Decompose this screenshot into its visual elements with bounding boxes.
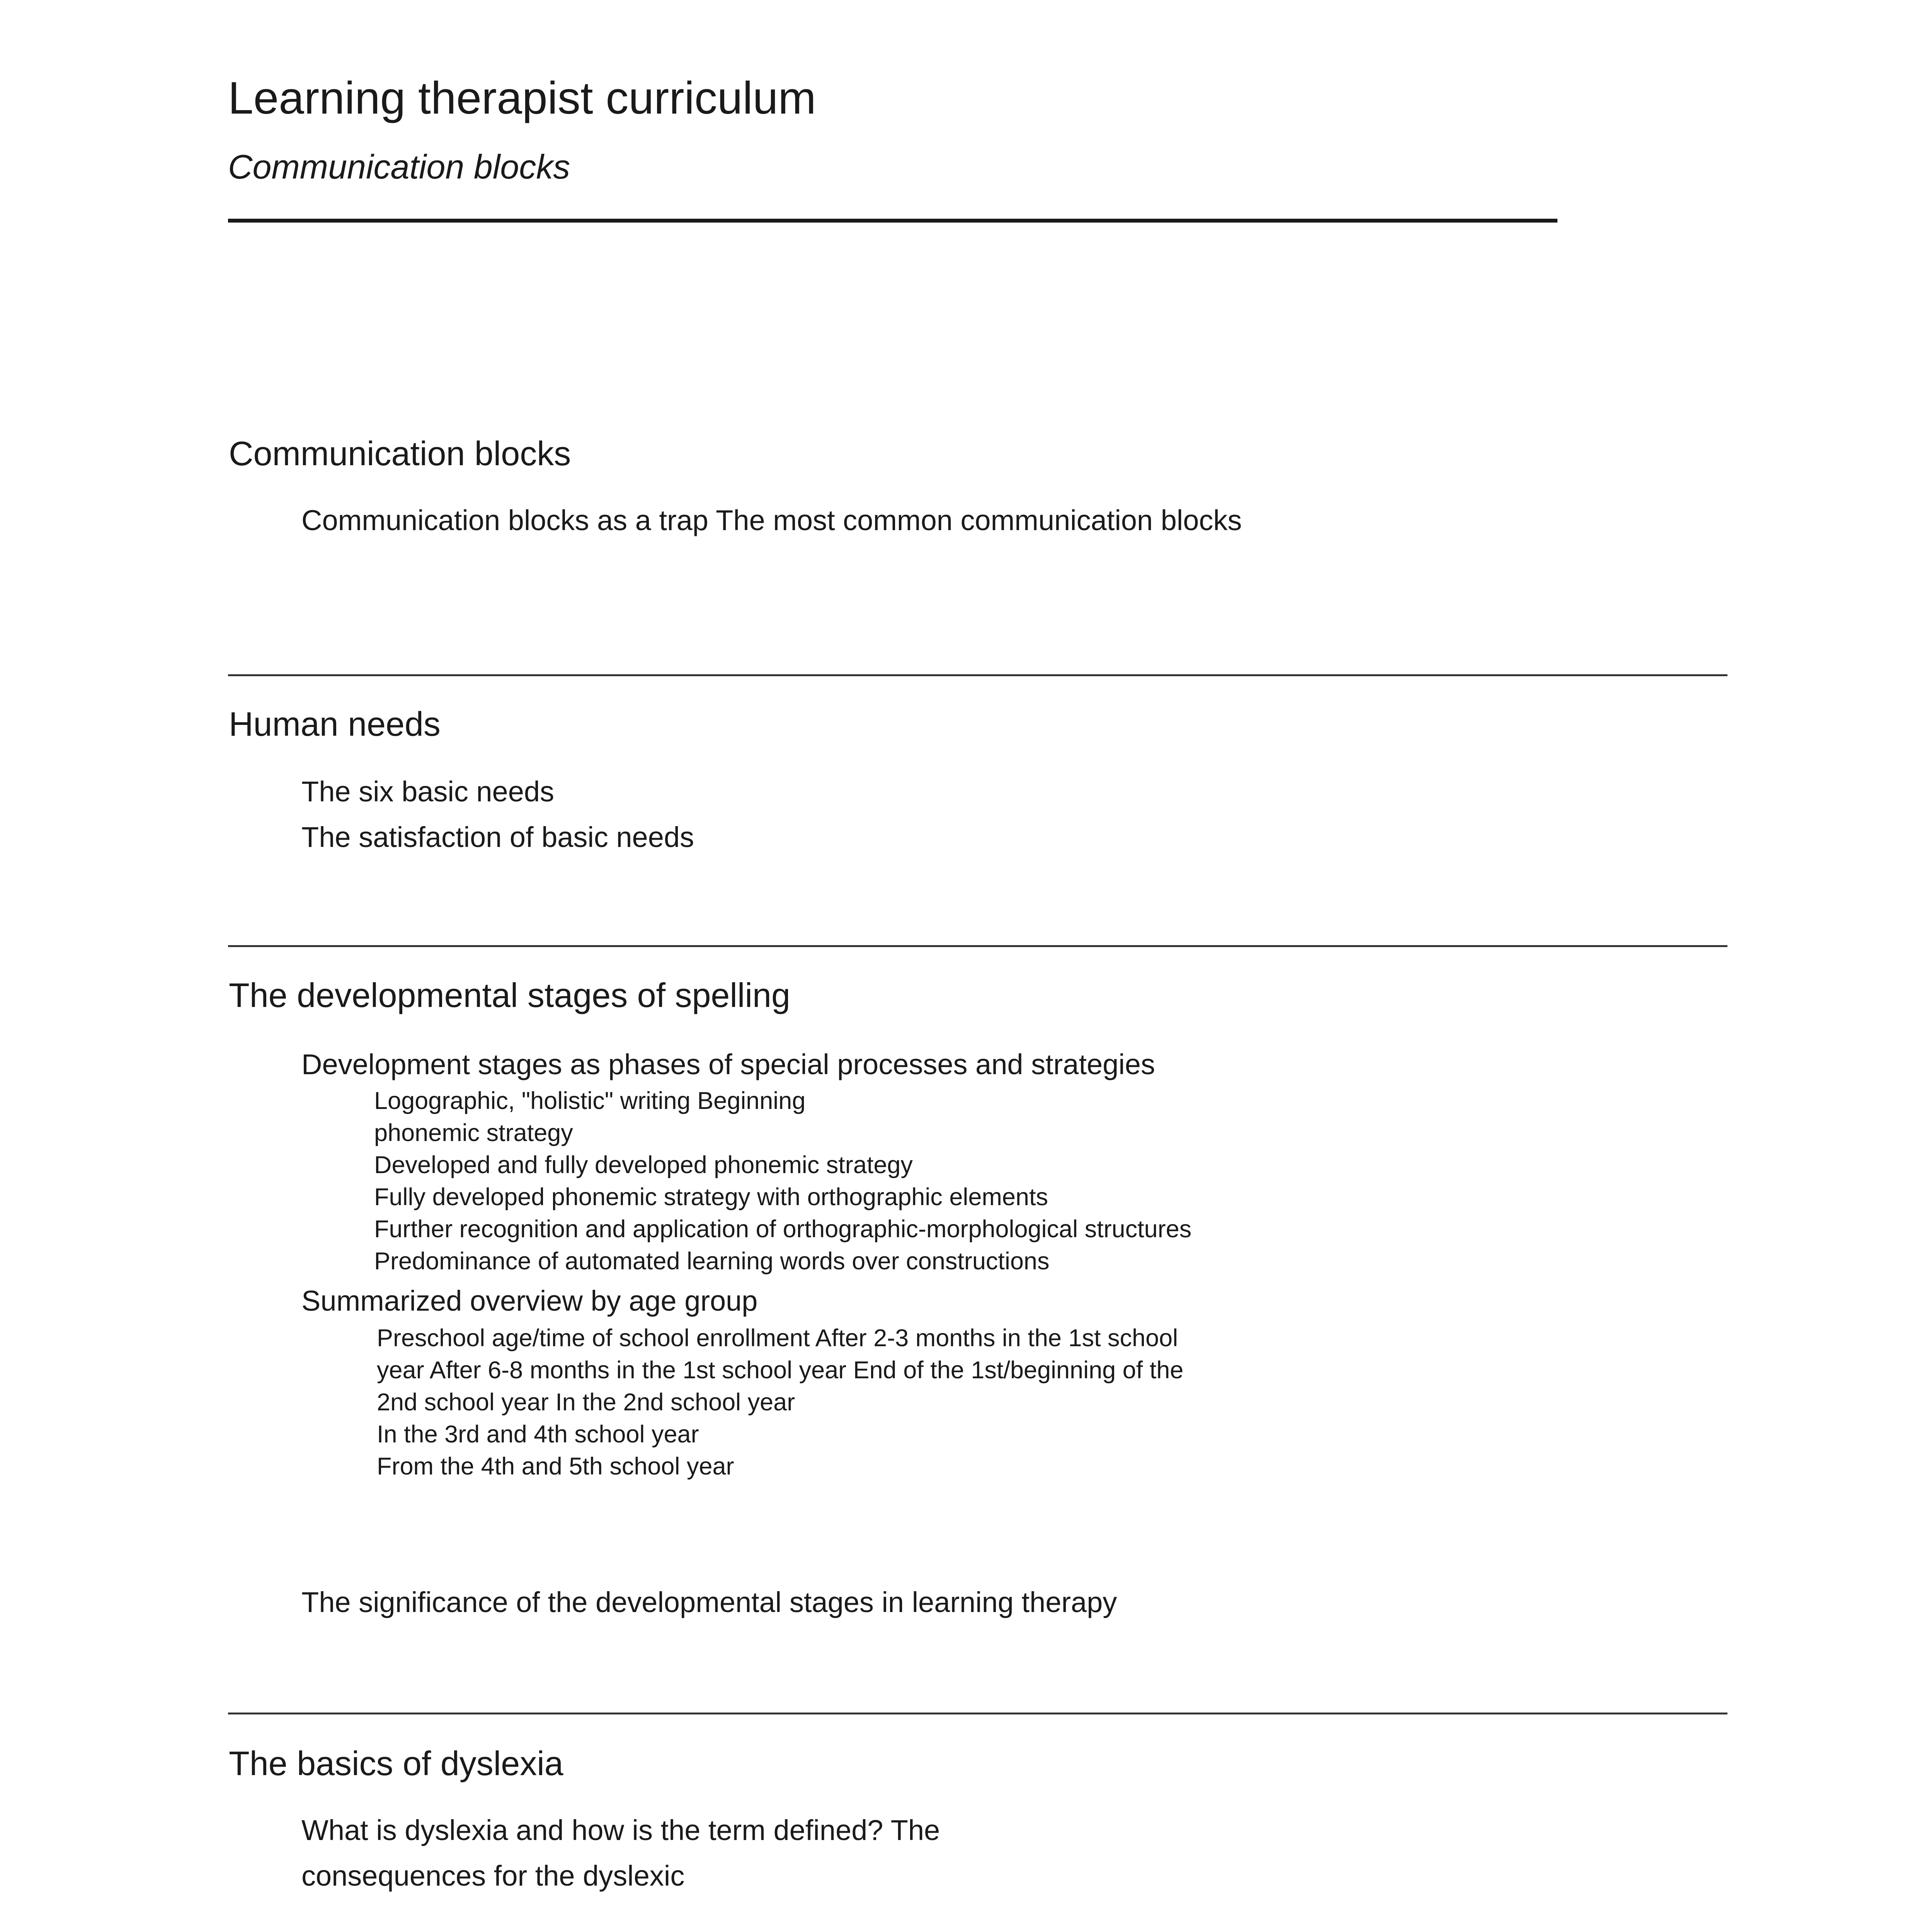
section-divider xyxy=(228,674,1727,676)
section-heading-communication-blocks: Communication blocks xyxy=(229,434,571,473)
section-item: What is dyslexia and how is the term defined? The xyxy=(301,1814,940,1846)
subsection-label: Development stages as phases of special processes and strategies xyxy=(301,1048,1155,1080)
subsection-label: Summarized overview by age group xyxy=(301,1285,758,1317)
section-heading-developmental-stages: The developmental stages of spelling xyxy=(229,976,790,1014)
document-subtitle: Communication blocks xyxy=(228,148,570,186)
section-item: The satisfaction of basic needs xyxy=(301,821,694,853)
header-rule xyxy=(228,219,1557,223)
subsection-line: Logographic, "holistic" writing Beginning xyxy=(374,1087,806,1114)
section-item: Communication blocks as a trap The most common communication blocks xyxy=(301,504,1242,536)
subsection-line: Developed and fully developed phonemic strategy xyxy=(374,1151,913,1179)
subsection-line: phonemic strategy xyxy=(374,1119,573,1146)
subsection-line: From the 4th and 5th school year xyxy=(377,1453,734,1480)
section-item: consequences for the dyslexic xyxy=(301,1860,685,1892)
subsection-line: year After 6-8 months in the 1st school year End of the 1st/beginning of the xyxy=(377,1357,1184,1384)
section-divider xyxy=(228,945,1727,947)
subsection-line: In the 3rd and 4th school year xyxy=(377,1421,699,1448)
section-heading-basics-of-dyslexia: The basics of dyslexia xyxy=(229,1744,563,1782)
subsection-line: Further recognition and application of orthographic-morphological structures xyxy=(374,1216,1192,1243)
subsection-line: 2nd school year In the 2nd school year xyxy=(377,1389,795,1416)
subsection-line: Preschool age/time of school enrollment After 2-3 months in the 1st school xyxy=(377,1325,1178,1352)
section-heading-human-needs: Human needs xyxy=(229,705,441,743)
section-divider xyxy=(228,1713,1727,1714)
document-title: Learning therapist curriculum xyxy=(228,73,816,124)
subsection-line: Predominance of automated learning words over constructions xyxy=(374,1248,1050,1275)
section-closing-item: The significance of the developmental stages in learning therapy xyxy=(301,1586,1117,1618)
section-item: The six basic needs xyxy=(301,776,555,808)
subsection-line: Fully developed phonemic strategy with orthographic elements xyxy=(374,1184,1048,1211)
